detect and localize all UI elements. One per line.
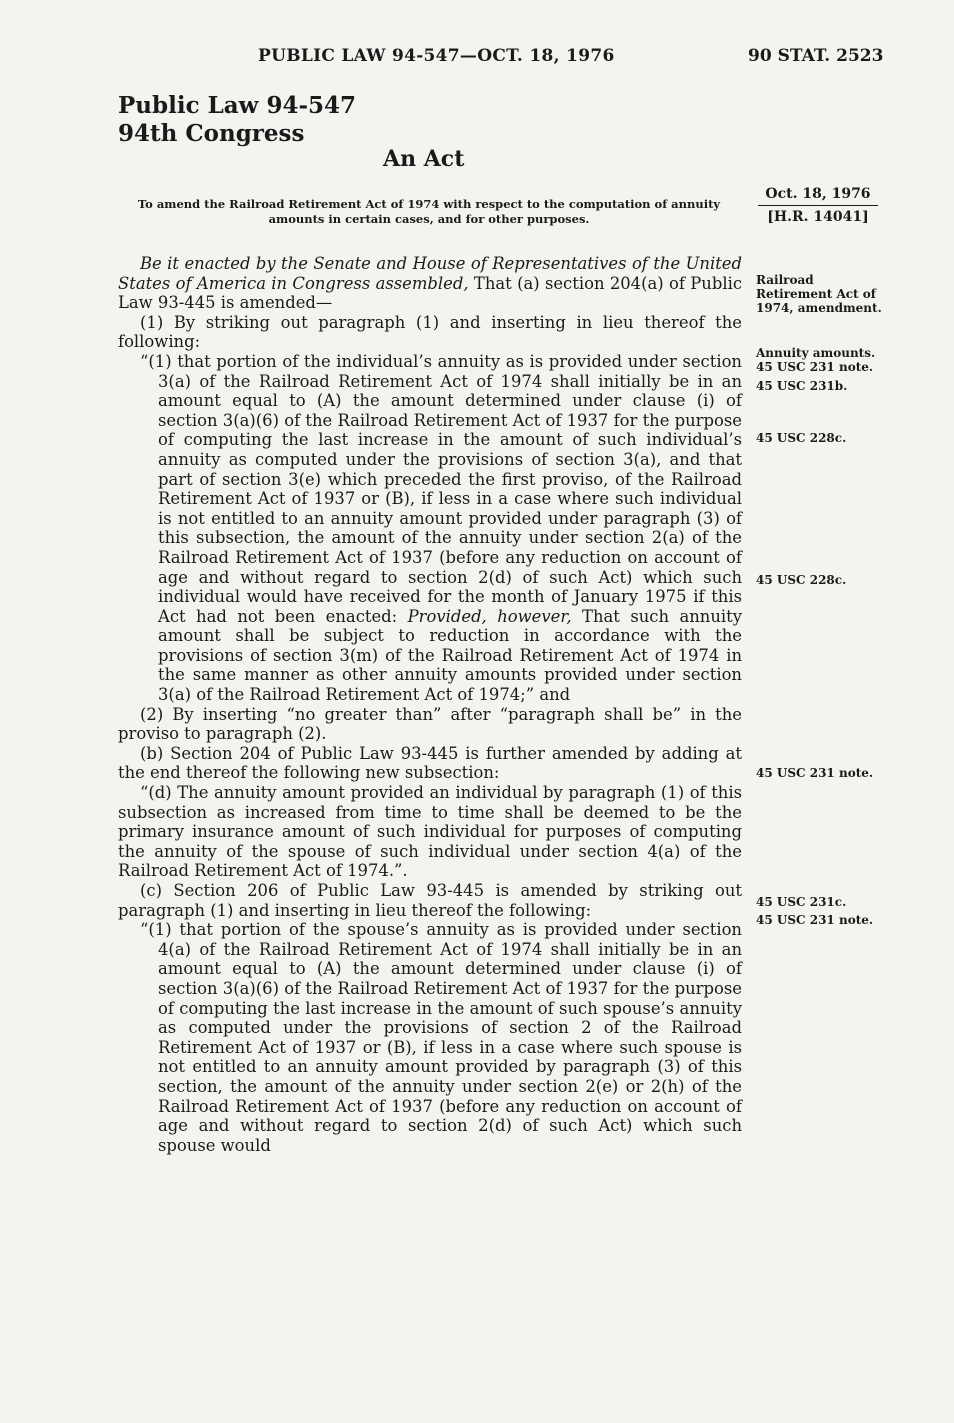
subsection-b: (b) Section 204 of Public Law 93-445 is further amended by adding at the end thereof the following new subsection: xyxy=(118,743,742,783)
quoted-paragraph-1-proviso-text: That such annuity amount shall be subject to reduction in accordance with the provisions of section 3(m) of the Railroad Retirement Act of 1974 in the same manner as other annuity amounts provided under section 3(a) of the Railroad Retirement Act of 1974;” and xyxy=(158,606,742,705)
enacting-clause xyxy=(118,254,742,313)
bill-number: [H.R. 14041] xyxy=(767,209,869,225)
proviso-italic: Provided, however, xyxy=(407,606,572,626)
quoted-paragraph-spouse: “(1) that portion of the spouse’s annuity as is provided under section 4(a) of the Railroad Retirement Act of 1974 shall initially be in an amount equal to (A) the amount determined under clause (i) of section 3(a)(6) of the Railroad Retirement Act of 1937 for the purpose of computing the last increase in the amount of such spouse’s annuity as computed under the provisions of section 2 of the Railroad Retirement Act of 1937 or (B), if less in a case where such spouse is not entitled to an annuity amount provided by paragraph (3) of this section, the amount of the annuity under section 2(e) or 2(h) of the Railroad Retirement Act of 1937 (before any reduction on account of age and without regard to section 2(d) of such Act) which such spouse would xyxy=(140,920,742,1155)
paragraph-2: (2) By inserting “no greater than” after “paragraph shall be” in the proviso to paragraph (2). xyxy=(118,704,742,744)
act-body xyxy=(118,254,742,1155)
margin-note-citation: 45 USC 228c. xyxy=(756,431,847,445)
margin-note-annuity: Annuity amounts. xyxy=(756,346,876,360)
running-head: PUBLIC LAW 94-547—OCT. 18, 1976 xyxy=(258,46,615,66)
margin-note-citation: 45 USC 231b. xyxy=(756,379,848,393)
quoted-paragraph-1-text: “(1) that portion of the individual’s annuity as is provided under section 3(a) of the Railroad Retirement Act of 1974 shall initially be in an amount equal to (A) the amount determined under clause (i) of section 3(a)(6) of the Railroad Retirement Act of 1937 for the purpose of computing the last increase in the amount of such individual’s annuity as computed under the provisions of section 3(a), and that part of section 3(e) which preceded the first proviso, of the Railroad Retirement Act of 1937 or (B), if less in a case where such individual is not entitled to an annuity amount provided under paragraph (3) of this subsection, the amount of the annuity under section 2(a) of the Railroad Retirement Act of 1937 (before any reduction on account of age and without regard to section 2(d) of such Act) which such individual would have received for the month of January 1975 if this Act had not been enacted: xyxy=(140,351,742,626)
margin-note-citation: 45 USC 231c. xyxy=(756,895,847,909)
quoted-subsection-d: “(d) The annuity amount provided an individual by paragraph (1) of this subsection as increased from time to time shall be deemed to be the primary insurance amount of such individual for purposes of computing the annuity of the spouse of such individual under section 4(a) of the Railroad Retirement Act of 1974.”. xyxy=(118,783,742,881)
margin-note-citation: 45 USC 231 note. xyxy=(756,360,874,374)
law-title-block xyxy=(118,92,356,148)
date-box xyxy=(758,186,878,225)
public-law-number: Public Law 94-547 xyxy=(118,92,357,119)
congress-number: 94th Congress xyxy=(118,120,305,147)
quoted-paragraph-1 xyxy=(118,352,742,705)
margin-note-citation: 45 USC 231 note. xyxy=(756,913,874,927)
enacting-clause-text: That (a) section 204(a) of Public Law 93-445 is amended— xyxy=(118,273,742,313)
statute-page-cite: 90 STAT. 2523 xyxy=(748,46,884,66)
subsection-c: (c) Section 206 of Public Law 93-445 is amended by striking out paragraph (1) and inserting in lieu thereof the following: xyxy=(118,881,742,920)
paragraph-1: (1) By striking out paragraph (1) and inserting in lieu thereof the following: xyxy=(118,312,742,352)
act-heading: An Act xyxy=(383,146,465,172)
margin-note-citation: 45 USC 231 note. xyxy=(756,766,874,780)
act-purpose: To amend the Railroad Retirement Act of 1974 with respect to the computation of annuity amounts in certain cases, and for other purposes. xyxy=(137,197,721,226)
enactment-date: Oct. 18, 1976 xyxy=(758,186,878,206)
margin-note-citation: 45 USC 228c. xyxy=(756,573,847,587)
enacting-clause-italic: Be it enacted by the Senate and House of Representatives of the United States of America in Congress assembled, xyxy=(118,254,742,293)
margin-note-amendment: Railroad Retirement Act of 1974, amendment. xyxy=(756,273,882,315)
